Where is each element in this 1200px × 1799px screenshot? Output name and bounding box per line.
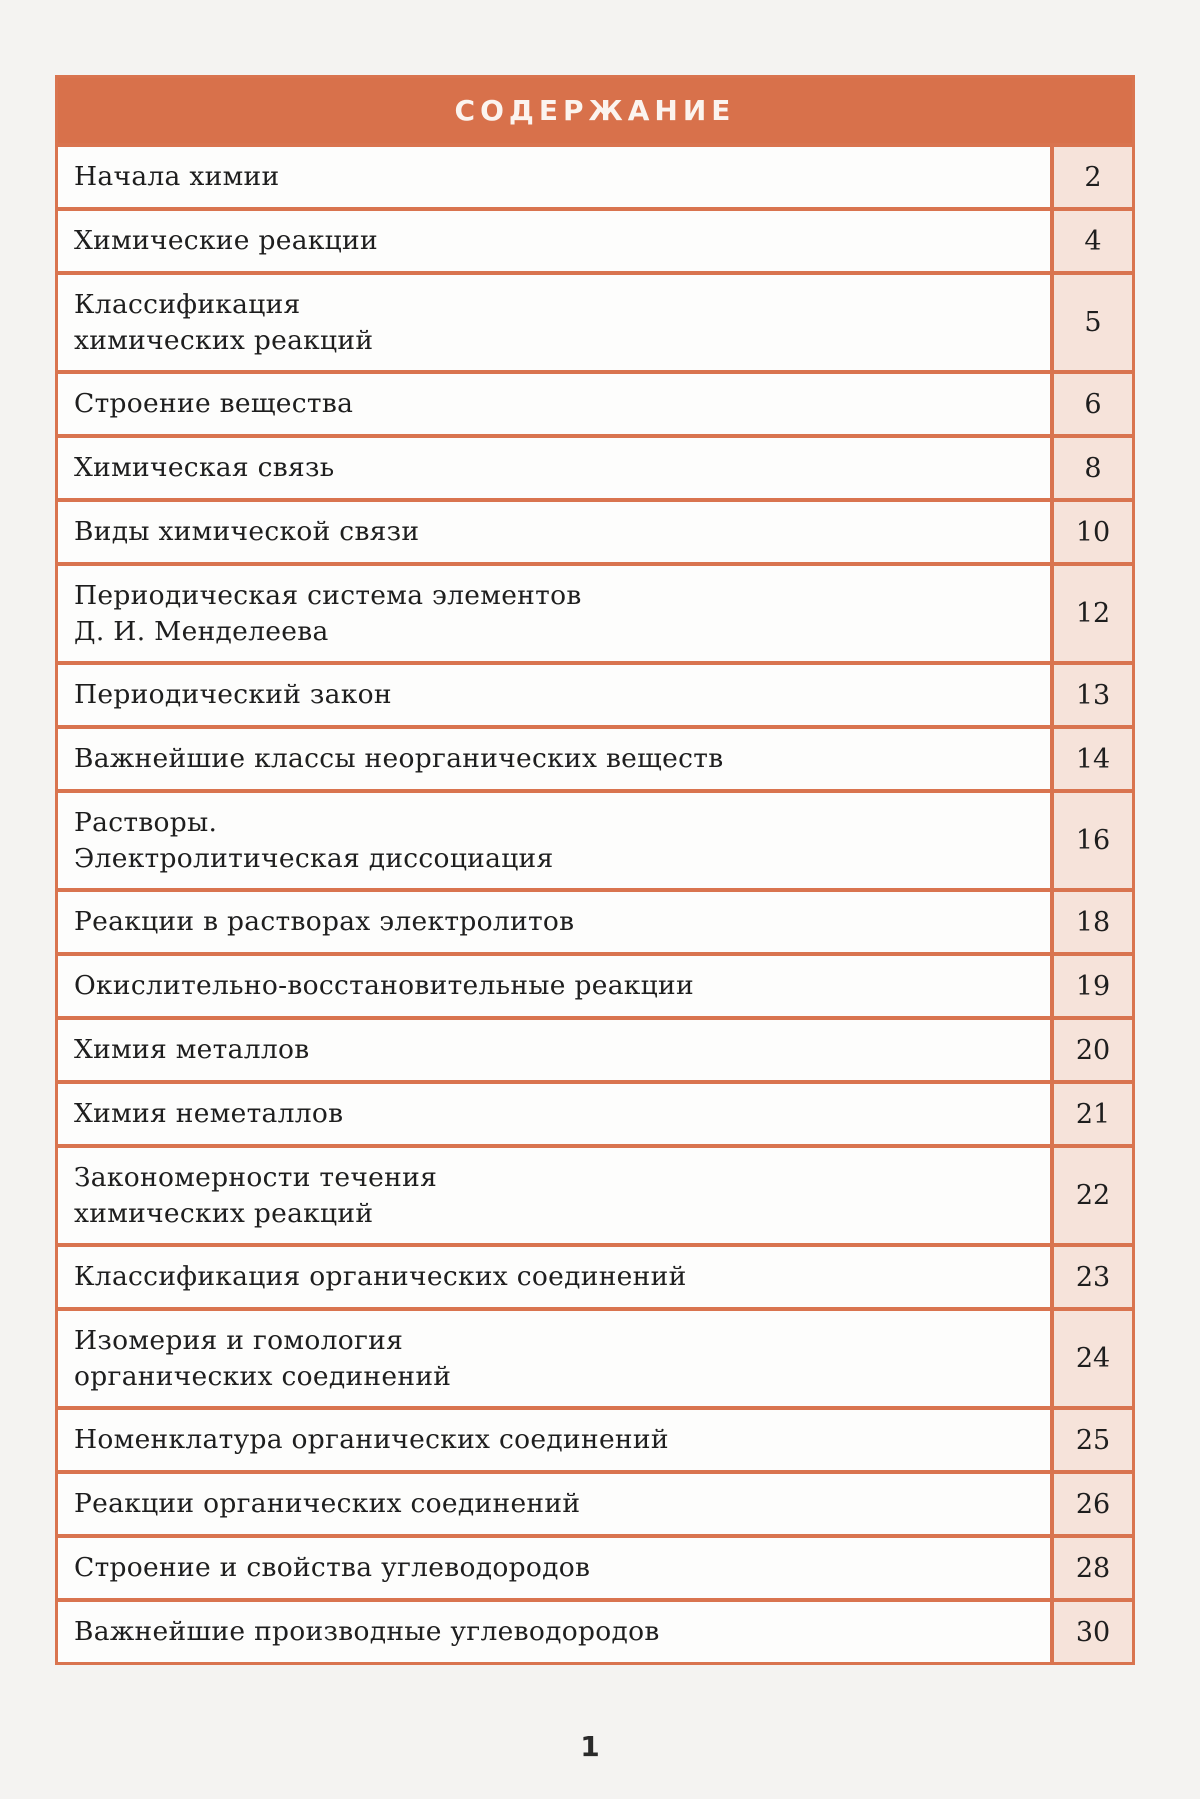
toc-entry-title: Начала химии xyxy=(58,147,1054,207)
toc-entry-title: Химические реакции xyxy=(58,211,1054,271)
toc-entry-title: Важнейшие классы неорганических веществ xyxy=(58,729,1054,789)
toc-row[interactable] xyxy=(58,498,1132,562)
toc-entry-title: Закономерности течения химических реакций xyxy=(58,1148,1054,1243)
toc-entry-title: Строение и свойства углеводородов xyxy=(58,1538,1054,1598)
toc-row[interactable] xyxy=(58,661,1132,725)
toc-row[interactable] xyxy=(58,789,1132,888)
toc-entry-title: Классификация химических реакций xyxy=(58,275,1054,370)
toc-row[interactable] xyxy=(58,434,1132,498)
toc-row[interactable] xyxy=(58,952,1132,1016)
toc-row[interactable] xyxy=(58,1307,1132,1406)
toc-entry-title: Периодическая система элементов Д. И. Менделеева xyxy=(58,566,1054,661)
toc-entry-title: Строение вещества xyxy=(58,374,1054,434)
toc-entry-page: 4 xyxy=(1054,211,1132,271)
toc-heading: СОДЕРЖАНИЕ xyxy=(58,78,1132,143)
toc-entry-page: 26 xyxy=(1054,1474,1132,1534)
table-of-contents xyxy=(55,75,1135,1665)
toc-entry-page: 14 xyxy=(1054,729,1132,789)
toc-entry-title: Реакции органических соединений xyxy=(58,1474,1054,1534)
toc-entry-page: 25 xyxy=(1054,1410,1132,1470)
toc-row[interactable] xyxy=(58,1406,1132,1470)
toc-row[interactable] xyxy=(58,207,1132,271)
toc-row[interactable] xyxy=(58,1080,1132,1144)
toc-row[interactable] xyxy=(58,1144,1132,1243)
toc-entry-page: 12 xyxy=(1054,566,1132,661)
toc-entry-title: Окислительно-восстановительные реакции xyxy=(58,956,1054,1016)
toc-rows xyxy=(58,143,1132,1662)
toc-row[interactable] xyxy=(58,1598,1132,1662)
toc-row[interactable] xyxy=(58,562,1132,661)
toc-entry-title: Реакции в растворах электролитов xyxy=(58,892,1054,952)
toc-entry-title: Химическая связь xyxy=(58,438,1054,498)
toc-entry-page: 8 xyxy=(1054,438,1132,498)
page-number: 1 xyxy=(580,1730,600,1763)
toc-entry-title: Виды химической связи xyxy=(58,502,1054,562)
toc-row[interactable] xyxy=(58,1470,1132,1534)
toc-entry-page: 18 xyxy=(1054,892,1132,952)
toc-entry-title: Химия неметаллов xyxy=(58,1084,1054,1144)
toc-row[interactable] xyxy=(58,888,1132,952)
toc-row[interactable] xyxy=(58,725,1132,789)
toc-entry-page: 10 xyxy=(1054,502,1132,562)
toc-entry-title: Изомерия и гомология органических соединений xyxy=(58,1311,1054,1406)
toc-entry-page: 16 xyxy=(1054,793,1132,888)
toc-row[interactable] xyxy=(58,1534,1132,1598)
toc-entry-title: Периодический закон xyxy=(58,665,1054,725)
toc-entry-title: Классификация органических соединений xyxy=(58,1247,1054,1307)
toc-entry-page: 6 xyxy=(1054,374,1132,434)
toc-entry-title: Растворы. Электролитическая диссоциация xyxy=(58,793,1054,888)
toc-entry-title: Важнейшие производные углеводородов xyxy=(58,1602,1054,1662)
toc-entry-page: 23 xyxy=(1054,1247,1132,1307)
toc-entry-page: 5 xyxy=(1054,275,1132,370)
toc-entry-page: 24 xyxy=(1054,1311,1132,1406)
toc-row[interactable] xyxy=(58,143,1132,207)
toc-entry-title: Химия металлов xyxy=(58,1020,1054,1080)
toc-entry-title: Номенклатура органических соединений xyxy=(58,1410,1054,1470)
toc-row[interactable] xyxy=(58,271,1132,370)
toc-entry-page: 22 xyxy=(1054,1148,1132,1243)
toc-row[interactable] xyxy=(58,1243,1132,1307)
toc-entry-page: 19 xyxy=(1054,956,1132,1016)
toc-row[interactable] xyxy=(58,370,1132,434)
toc-entry-page: 30 xyxy=(1054,1602,1132,1662)
toc-entry-page: 20 xyxy=(1054,1020,1132,1080)
toc-entry-page: 13 xyxy=(1054,665,1132,725)
toc-entry-page: 21 xyxy=(1054,1084,1132,1144)
toc-entry-page: 28 xyxy=(1054,1538,1132,1598)
toc-row[interactable] xyxy=(58,1016,1132,1080)
toc-entry-page: 2 xyxy=(1054,147,1132,207)
